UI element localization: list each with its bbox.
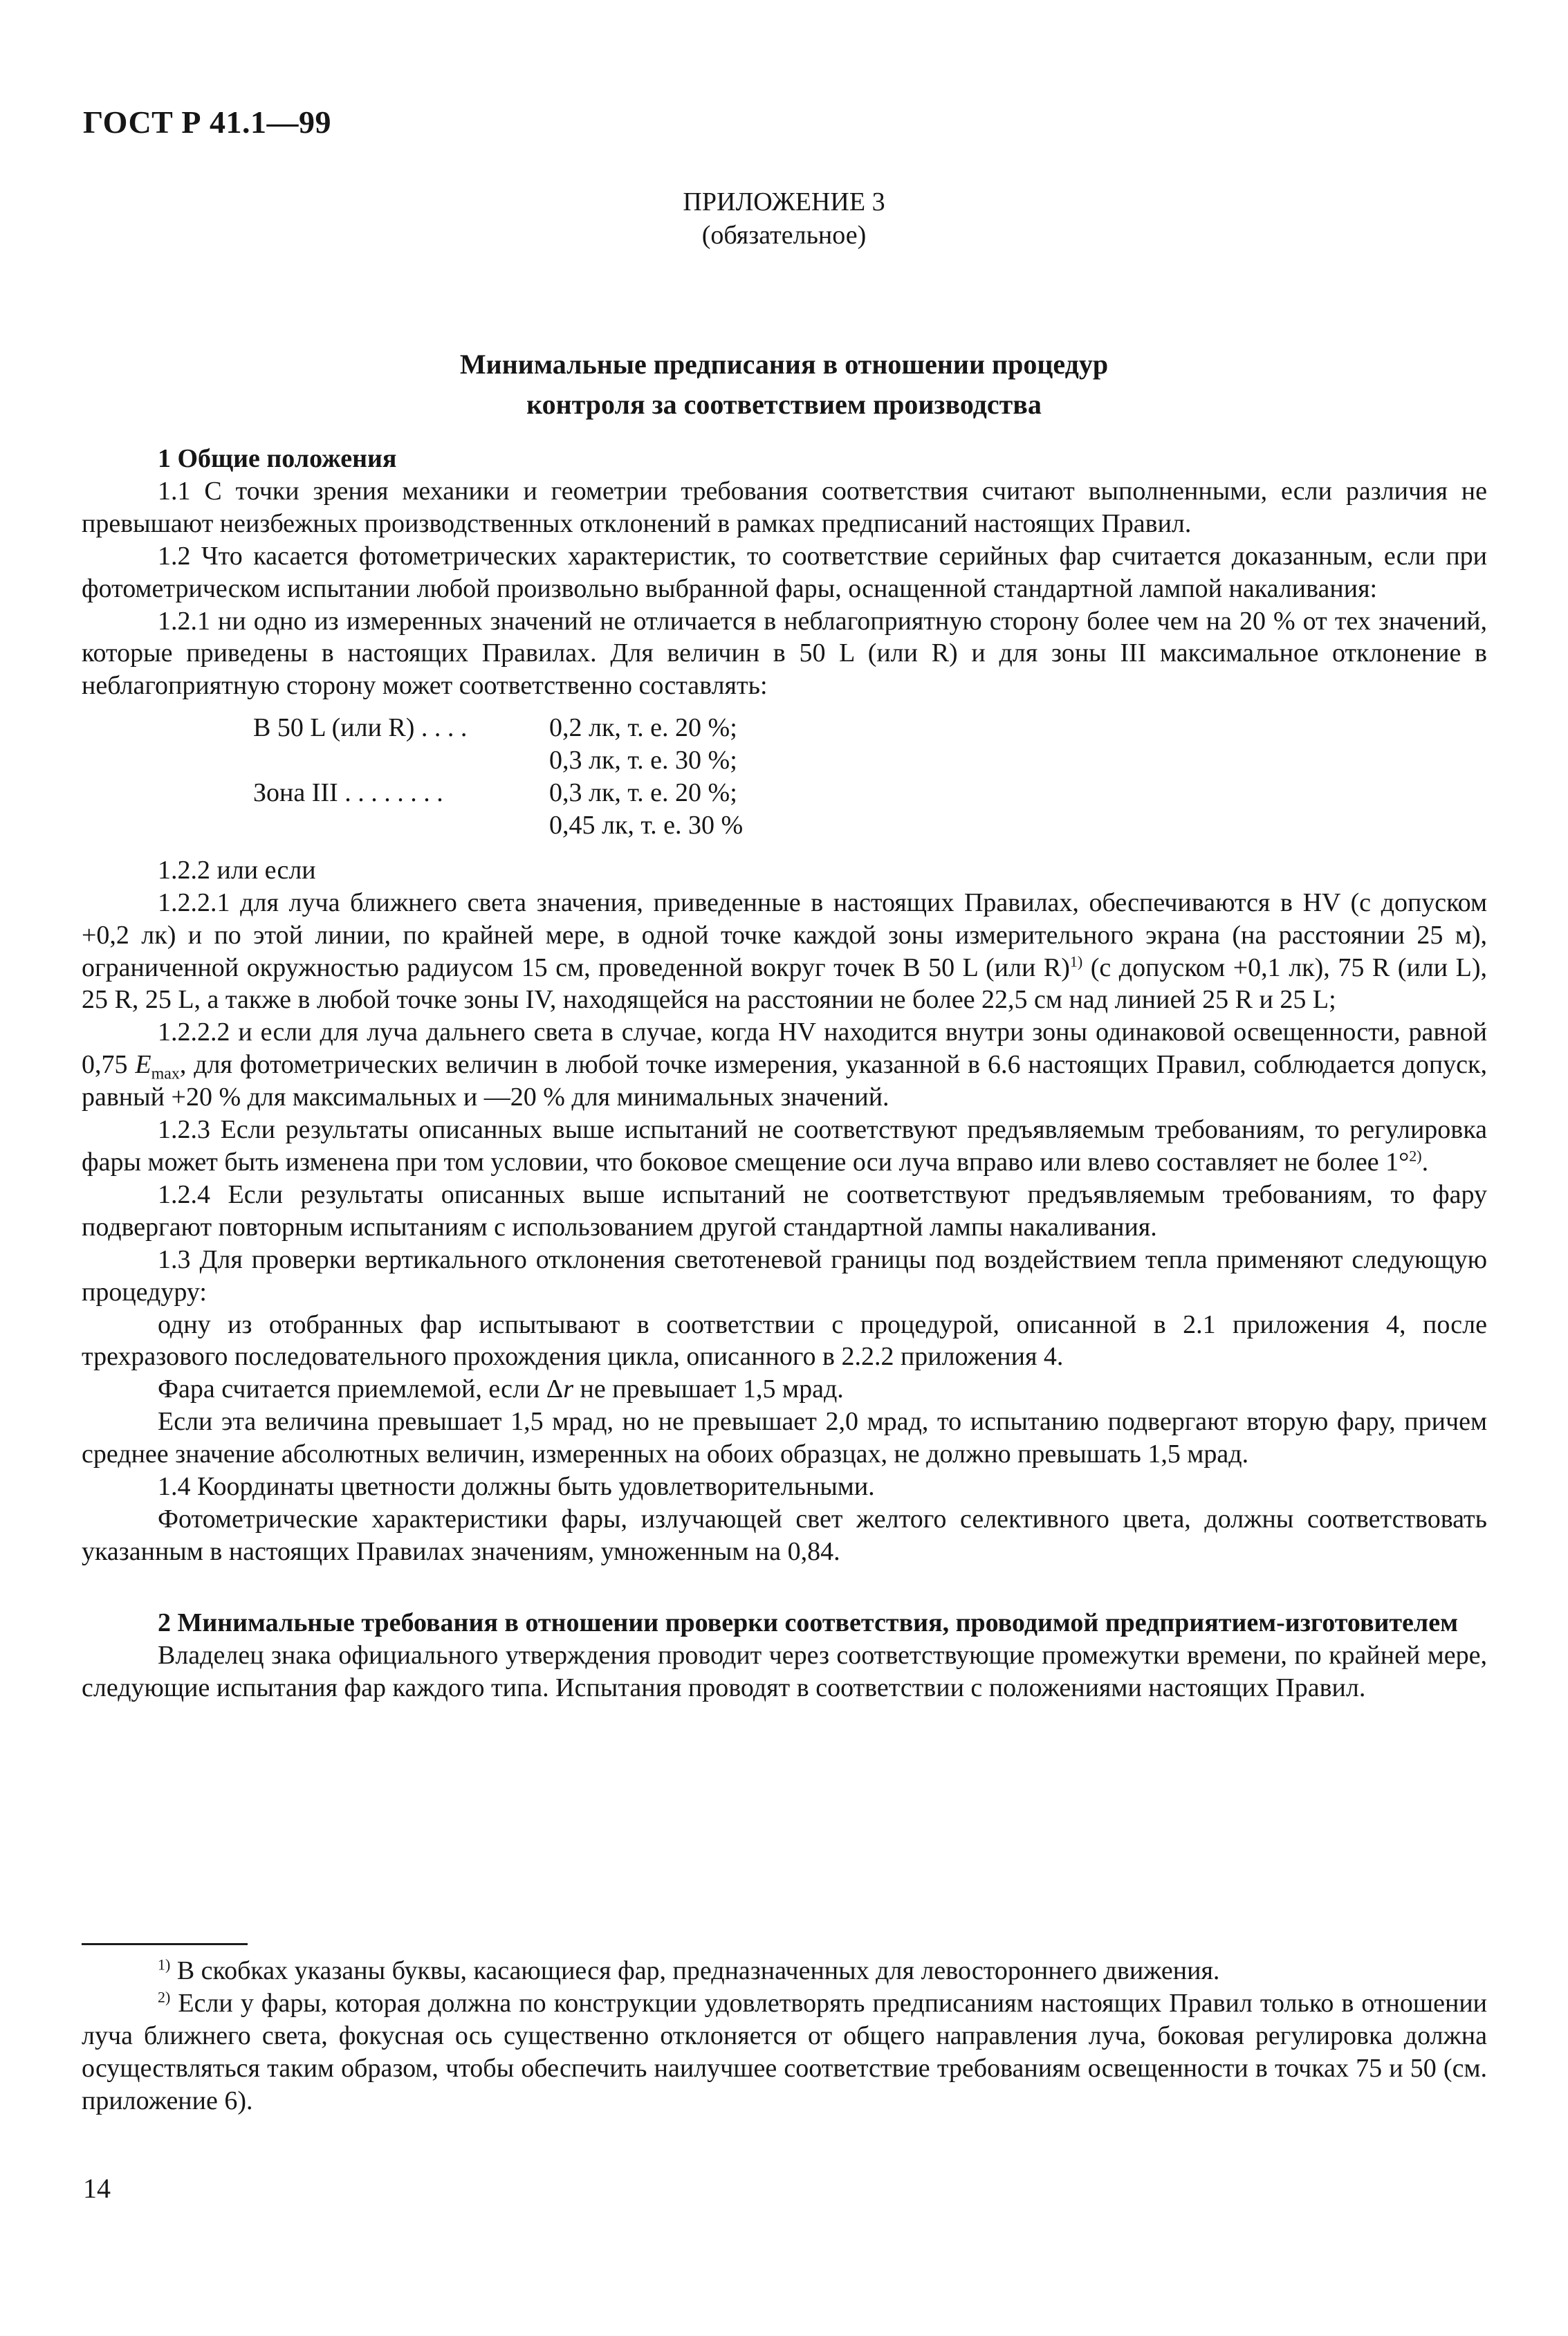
- footnote-2: [82, 1987, 1487, 2117]
- tolerance-value: 0,3 лк, т. е. 20 %;: [549, 778, 737, 808]
- footnote-1: [82, 1955, 1487, 1987]
- paragraph-1-1: 1.1 С точки зрения механики и геометрии требования соответствия считают выполненными, если различия не превышают неизбежных производственных отклонений в рамках предписаний настоящих Правил.: [82, 476, 1487, 538]
- paragraph-1-3-acceptance: [82, 1373, 1487, 1406]
- paragraph-1-2-4: 1.2.4 Если результаты описанных выше испытаний не соответствуют предъявляемым требованиям, то фару подвергают повторным испытаниям с использованием другой стандартной лампы накаливания.: [82, 1179, 1487, 1242]
- paragraph-1-3: 1.3 Для проверки вертикального отклонения светотеневой границы под воздействием тепла применяют следующую процедуру:: [82, 1244, 1487, 1307]
- paragraph-text: не превышает 1,5 мрад.: [573, 1374, 844, 1404]
- paragraph-text: .: [1421, 1147, 1429, 1177]
- paragraph-1-2-2-2: [82, 1016, 1487, 1114]
- paragraph-text: 1.2.2.2 и если для луча дальнего света в случае, когда HV находится внутри зоны одинаковой освещенности, равной 0,75: [82, 1018, 1487, 1080]
- document-title: [0, 344, 1568, 425]
- tolerance-value: 0,3 лк, т. е. 30 %;: [549, 746, 737, 775]
- tolerance-label: В 50 L (или R) . . . .: [253, 713, 468, 743]
- footnote-separator: [82, 1943, 248, 1945]
- title-line-2: контроля за соответствием производства: [526, 389, 1042, 420]
- paragraph-1-3-exceed: Если эта величина превышает 1,5 мрад, но не превышает 2,0 мрад, то испытанию подвергают вторую фару, причем среднее значение абсолютных величин, измеренных на обоих образцах, не должно превышать 1,5 мрад.: [82, 1407, 1487, 1469]
- footnotes: [82, 1955, 1487, 2117]
- paragraph-1-2-2: 1.2.2 или если: [158, 855, 316, 885]
- paragraph-1-2-1: 1.2.1 ни одно из измеренных значений не отличается в неблагоприятную сторону более чем на 20 % от тех значений, которые приведены в настоящих Правилах. Для величин в 50 L (или R) и для зоны III максимальное отклонение в неблагоприятную сторону может соответственно составлять:: [82, 606, 1487, 701]
- paragraph-text: 1.2.2.1 для луча ближнего света значения, приведенные в настоящих Правилах, обеспечиваются в HV (с допуском +0,2 лк) и по этой линии, по крайней мере, в одной точке каждой зоны измерительного экрана (на расстоянии 25 м), ограниченной окружностью радиусом 15 см, проведенной вокруг точек В 50 L (или R): [82, 888, 1487, 982]
- tolerance-row: [253, 777, 1487, 809]
- symbol-r: r: [563, 1374, 574, 1404]
- appendix-status: (обязательное): [701, 221, 867, 250]
- symbol-e-subscript: max: [151, 1065, 180, 1083]
- paragraph-text: 1.2.3 Если результаты описанных выше испытаний не соответствуют предъявляемым требованиям, то регулировка фары может быть изменена при том условии, что боковое смещение оси луча вправо или влево составляет не более 1°: [82, 1115, 1487, 1177]
- title-line-1: Минимальные предписания в отношении процедур: [459, 349, 1109, 380]
- tolerance-row: [253, 809, 1487, 842]
- section-1-heading: 1 Общие положения: [158, 444, 397, 473]
- tolerance-label: [253, 744, 549, 777]
- paragraph-text: Фара считается приемлемой, если Δ: [158, 1374, 564, 1404]
- tolerance-row: [253, 712, 1487, 744]
- footnote-mark: 2): [158, 1988, 171, 2006]
- paragraph-2: Владелец знака официального утверждения проводит через соответствующие промежутки времени, по крайней мере, следующие испытания фар каждого типа. Испытания проводят в соответствии с положениями настоящих Правил.: [82, 1640, 1487, 1702]
- footnote-mark: 1): [158, 1956, 171, 1974]
- tolerance-row: [253, 744, 1487, 777]
- document-body: [82, 443, 1487, 1704]
- paragraph-1-3-procedure: одну из отобранных фар испытывают в соответствии с процедурой, описанной в 2.1 приложения 4, после трехразового последовательного прохождения цикла, описанного в 2.2.2 приложения 4.: [82, 1309, 1487, 1372]
- appendix-heading: [0, 185, 1568, 252]
- tolerance-label: [253, 809, 549, 842]
- paragraph-1-4-selective: Фотометрические характеристики фары, излучающей свет желтого селективного цвета, должны соответствовать указанным в настоящих Правилах значениям, умноженным на 0,84.: [82, 1504, 1487, 1566]
- paragraph-1-4: 1.4 Координаты цветности должны быть удовлетворительными.: [158, 1472, 875, 1502]
- footnote-text: Если у фары, которая должна по конструкции удовлетворять предписаниям настоящих Правил только в отношении луча ближнего света, фокусная ось существенно отклоняется от общего направления луча, боковая регулировка должна осуществляться таким образом, чтобы обеспечить наилучшее соответствие требованиям освещенности в точках 75 и 50 (см. приложение 6).: [82, 1989, 1487, 2115]
- paragraph-1-2: 1.2 Что касается фотометрических характеристик, то соответствие серийных фар считается доказанным, если при фотометрическом испытании любой произвольно выбранной фары, оснащенной стандартной лампой накаливания:: [82, 541, 1487, 603]
- tolerance-label: Зона III . . . . . . . .: [253, 778, 443, 808]
- standard-designation: ГОСТ Р 41.1—99: [83, 104, 331, 140]
- tolerance-values: [253, 712, 1487, 842]
- paragraph-1-2-2-1: [82, 887, 1487, 1017]
- tolerance-value: 0,2 лк, т. е. 20 %;: [549, 713, 737, 743]
- footnote-text: В скобках указаны буквы, касающиеся фар, предназначенных для левостороннего движения.: [170, 1956, 1220, 1985]
- footnote-ref-2: 2): [1409, 1147, 1422, 1165]
- paragraph-text: , для фотометрических величин в любой точке измерения, указанной в 6.6 настоящих Правил, соблюдается допуск, равный +20 % для максимальных и —20 % для минимальных значений.: [82, 1050, 1488, 1112]
- paragraph-1-2-3: [82, 1114, 1487, 1179]
- paragraph-text: (с допуском +0,1 лк), 75 R (или L), 25 R, 25 L, а также в любой точке зоны IV, находящейся на расстоянии не более 22,5 см над линией 25 R и 25 L;: [82, 953, 1487, 1015]
- tolerance-value: 0,45 лк, т. е. 30 %: [549, 810, 744, 840]
- page-number: 14: [83, 2173, 111, 2204]
- symbol-e: E: [135, 1050, 151, 1080]
- footnote-ref-1: 1): [1069, 952, 1083, 970]
- section-2-heading: 2 Минимальные требования в отношении проверки соответствия, проводимой предприятием-изготовителем: [158, 1608, 1458, 1637]
- appendix-label: ПРИЛОЖЕНИЕ 3: [683, 187, 885, 217]
